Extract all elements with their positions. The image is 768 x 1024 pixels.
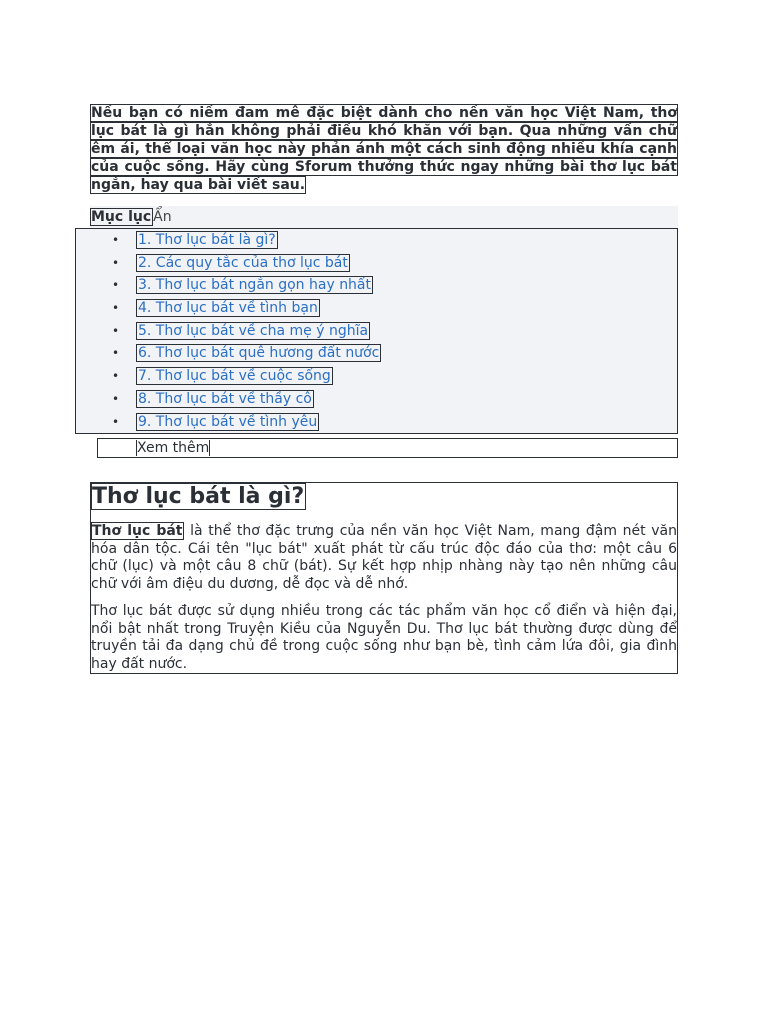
section-what-is-luc-bat: [90, 482, 678, 674]
section-heading-text: Thơ lục bát là gì?: [92, 484, 305, 510]
toc-title: Mục lục: [91, 209, 152, 225]
toc-item: [76, 342, 677, 365]
toc-link-6[interactable]: 6. Thơ lục bát quê hương đất nước: [138, 345, 380, 362]
toc-item: [76, 365, 677, 388]
section-paragraph-2: Thơ lục bát được sử dụng nhiều trong các tác phẩm văn học cổ điển và hiện đại, nổi bật nhất trong Truyện Kiều của Nguyễn Du. Thơ lục bát thường được dùng để truyền tải đa dạng chủ đề trong cuộc sống như bạn bè, tình cảm lứa đôi, gia đình hay đất nước.: [91, 603, 677, 672]
toc-item: [76, 411, 677, 434]
intro-text: Nếu bạn có niềm đam mê đặc biệt dành cho nền văn học Việt Nam, thơ lục bát là gì hẳn không phải điều khó khăn với bạn. Qua những vần chữ êm ái, thể loại văn học này phản ánh một cách sinh động nhiều khía cạnh của cuộc sống. Hãy cùng Sforum thưởng thức ngay những bài thơ lục bát ngắn, hay qua bài viết sau.: [91, 105, 677, 193]
section-heading: [91, 483, 677, 511]
toc-list: [76, 229, 677, 433]
toc-link-2[interactable]: 2. Các quy tắc của thơ lục bát: [138, 254, 348, 271]
toc-link-1[interactable]: 1. Thơ lục bát là gì?: [138, 232, 276, 248]
toc-link-7[interactable]: 7. Thơ lục bát về cuộc sống: [138, 368, 331, 385]
toc-item: [76, 297, 677, 320]
toc-show-more-button[interactable]: [97, 438, 678, 458]
toc-link-3[interactable]: 3. Thơ lục bát ngắn gọn hay nhất: [138, 277, 372, 294]
intro-paragraph: [90, 104, 678, 194]
toc-item: [76, 229, 677, 252]
section-paragraph-1: [91, 523, 677, 593]
toc-hide-toggle[interactable]: Ẩn: [153, 209, 172, 225]
toc-item: [76, 252, 677, 275]
toc-header: [90, 206, 678, 228]
article: [90, 104, 678, 674]
section-paragraph-1-text: là thể thơ đặc trưng của nền văn học Việt Nam, mang đậm nét văn hóa dân tộc. Cái tên "lục bát" xuất phát từ cấu trúc độc đáo của thơ: một câu 6 chữ (lục) và một câu 8 chữ (bát). Sự kết hợp nhịp nhàng này tạo nên những câu chữ với âm điệu du dương, dễ đọc và dễ nhớ.: [91, 523, 677, 592]
toc-item: [76, 274, 677, 297]
toc-link-4[interactable]: 4. Thơ lục bát về tình bạn: [138, 300, 318, 317]
toc-show-more-label: Xem thêm: [137, 440, 210, 457]
toc-link-5[interactable]: 5. Thơ lục bát về cha mẹ ý nghĩa: [138, 322, 369, 339]
toc-item: [76, 388, 677, 411]
term-bold: Thơ lục bát: [92, 523, 183, 540]
toc-item: [76, 320, 677, 343]
toc-link-9[interactable]: 9. Thơ lục bát về tình yêu: [138, 413, 318, 430]
toc-list-box: [75, 228, 678, 434]
toc-link-8[interactable]: 8. Thơ lục bát về thầy cô: [138, 390, 312, 407]
